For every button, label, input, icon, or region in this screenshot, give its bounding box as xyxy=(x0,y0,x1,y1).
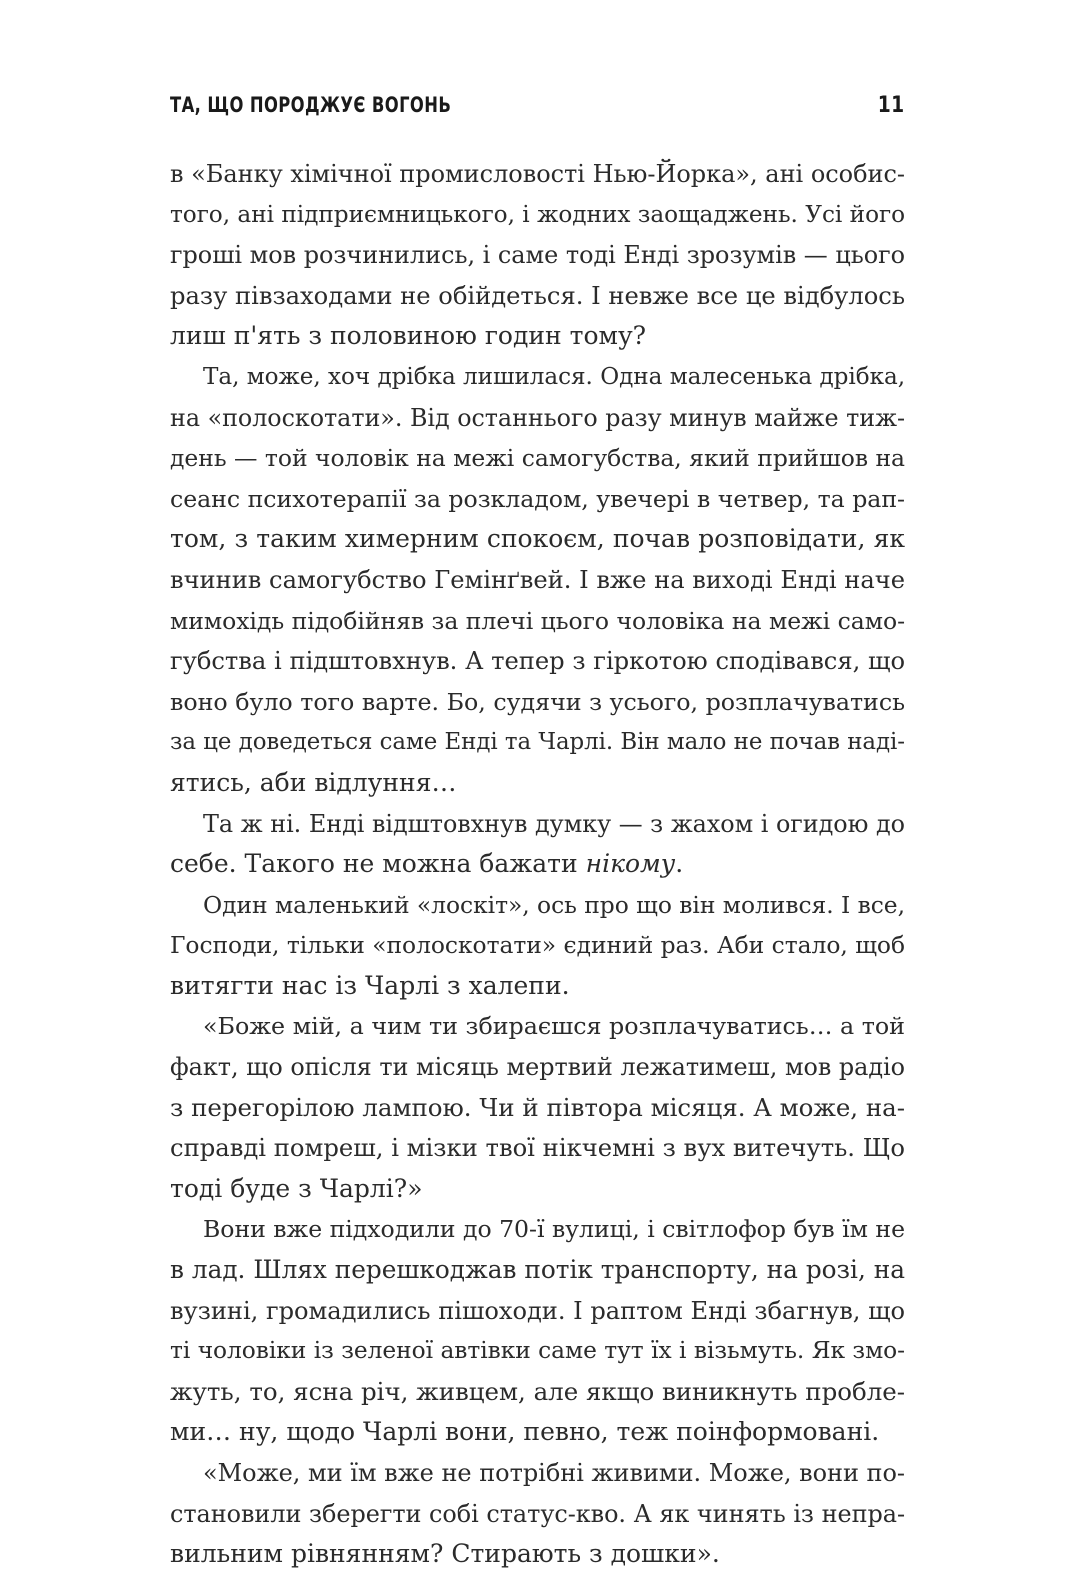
text-line: факт, що опісля ти місяць мертвий лежатимеш, мов радіо xyxy=(170,1053,905,1082)
text-line: сеанс психотерапії за розкладом, увечері в четвер, та рап- xyxy=(170,484,905,513)
text-line: в «Банку хімічної промисловості Нью-Йорка», ані особис- xyxy=(170,160,905,188)
text-line: вчинив самогубство Гемінґвей. І вже на виході Енді наче xyxy=(170,565,905,594)
text-line: витягти нас із Чарлі з халепи. xyxy=(170,970,570,1000)
text-line: в лад. Шлях перешкоджав потік транспорту, на розі, на xyxy=(170,1255,905,1285)
text-line: день — той чоловік на межі самогубства, який прийшов на xyxy=(170,444,905,473)
text-line: том, з таким химерним спокоєм, почав розповідати, як xyxy=(170,524,905,554)
text-line: губства і підштовхнув. А тепер з гіркотою сподівався, що xyxy=(170,647,905,676)
paragraph xyxy=(170,1453,905,1575)
text-line: «Боже мій, а чим ти збираєшся розплачуватись… а той xyxy=(203,1012,905,1041)
text-line: гроші мов розчинились, і саме тоді Енді зрозумів — цього xyxy=(170,241,905,270)
text-line: Та ж ні. Енді відштовхнув думку — з жахом і огидою до xyxy=(203,809,905,838)
body-text xyxy=(170,154,905,1575)
text-line: вузині, громадились пішоходи. І раптом Енді збагнув, що xyxy=(170,1296,905,1325)
running-title: ТА, ЩО ПОРОДЖУЄ ВОГОНЬ xyxy=(170,93,452,117)
text-line: Та, може, хоч дрібка лишилася. Одна малесенька дрібка, xyxy=(203,363,905,390)
text-line: разу півзаходами не обійдеться. І невже все це відбулось xyxy=(170,281,905,310)
text-line: ті чоловіки із зеленої автівки саме тут їх і візьмуть. Як змо- xyxy=(170,1337,905,1365)
text-line: справді помреш, і мізки твої нікчемні з вух витечуть. Що xyxy=(170,1133,905,1163)
text-line xyxy=(170,844,905,885)
text-segment: себе. Такого не можна бажати xyxy=(170,849,586,879)
text-line: на «полоскотати». Від останнього разу минув майже тиж- xyxy=(170,403,905,432)
text-line: з перегорілою лампою. Чи й півтора місяця. А може, на- xyxy=(170,1092,905,1122)
page-number: 11 xyxy=(878,92,905,118)
text-line: Вони вже підходили до 70-ї вулиці, і світлофор був їм не xyxy=(203,1215,905,1244)
text-line: ми… ну, щодо Чарлі вони, певно, теж поінформовані. xyxy=(170,1417,880,1447)
text-line: лиш п'ять з половиною годин тому? xyxy=(170,321,647,351)
paragraph xyxy=(170,154,905,357)
text-segment: . xyxy=(675,849,684,879)
text-line: воно було того варте. Бо, судячи з усього, розплачуватись xyxy=(170,687,905,716)
text-line: Господи, тільки «полоскотати» єдиний раз. Аби стало, щоб xyxy=(170,931,905,960)
text-line: того, ані підприємницького, і жодних заощаджень. Усі його xyxy=(170,200,905,228)
text-line: ятись, аби відлуння… xyxy=(170,767,457,797)
text-line: мимохідь підобійняв за плечі цього чоловіка на межі само- xyxy=(170,606,905,635)
running-head xyxy=(170,88,905,122)
paragraph xyxy=(170,804,905,885)
emphasis-text: нікому xyxy=(585,849,676,879)
text-line: «Може, ми їм вже не потрібні живими. Може, вони по- xyxy=(203,1459,905,1487)
paragraph xyxy=(170,1006,905,1209)
paragraph xyxy=(170,357,905,804)
text-line: за це доведеться саме Енді та Чарлі. Він мало не почав наді- xyxy=(170,729,905,756)
paragraph xyxy=(170,885,905,1007)
text-line: Один маленький «лоскіт», ось про що він молився. І все, xyxy=(203,890,905,919)
text-line: вильним рівнянням? Стирають з дошки». xyxy=(170,1539,720,1569)
paragraph xyxy=(170,1209,905,1453)
text-line: становили зберегти собі статус-кво. А як чинять із непра- xyxy=(170,1499,905,1528)
text-line: тоді буде з Чарлі?» xyxy=(170,1173,423,1203)
text-line: жуть, то, ясна річ, живцем, але якщо виникнуть пробле- xyxy=(170,1376,905,1406)
